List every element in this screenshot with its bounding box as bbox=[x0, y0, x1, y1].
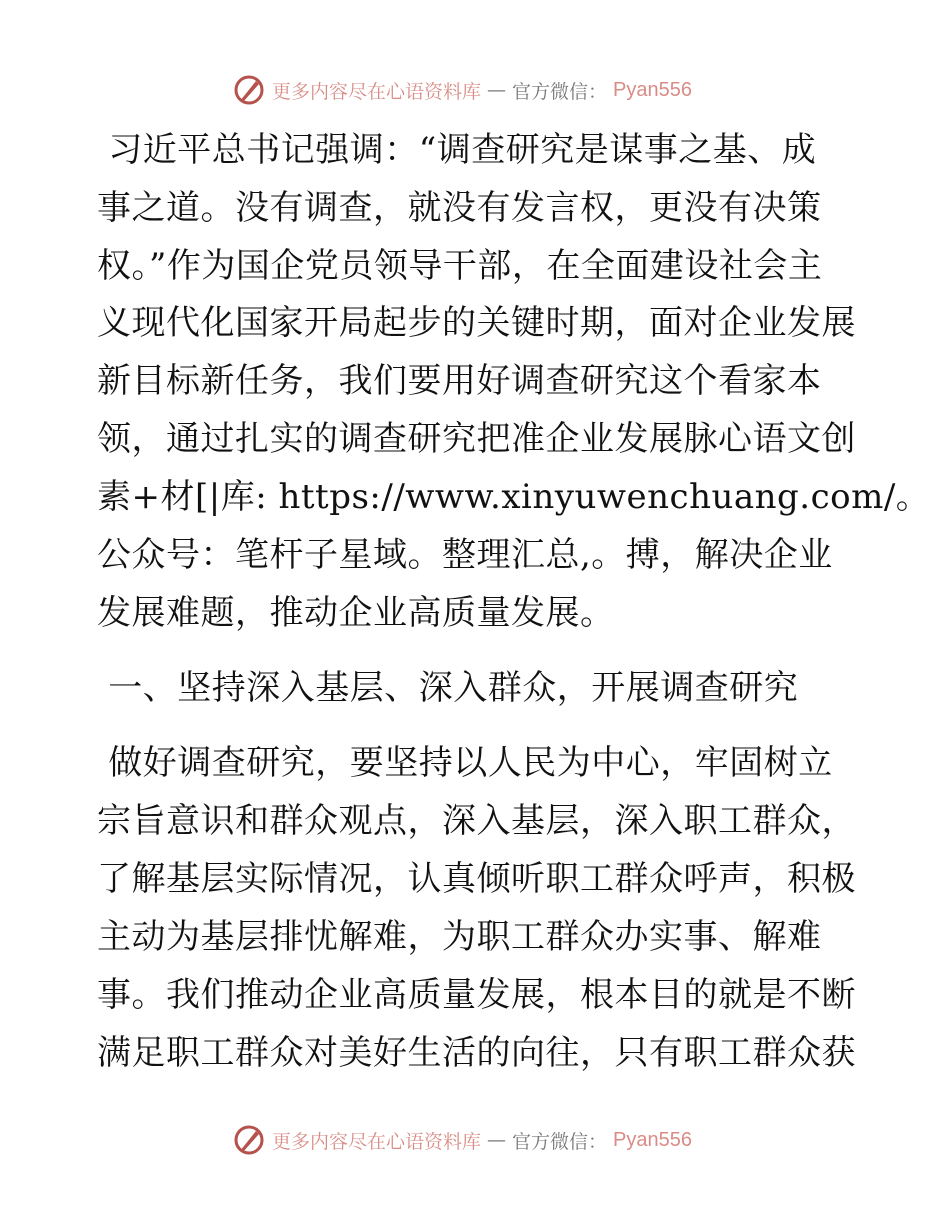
quill-pen-logo-icon bbox=[232, 1123, 266, 1157]
paragraph1-line: 公众号：笔杆子星域。整理汇总,。搏，解决企业 bbox=[97, 535, 833, 575]
paragraph2-line: 宗旨意识和群众观点，深入基层，深入职工群众， bbox=[97, 801, 856, 841]
paragraph1-line: 素+材[|库: https://www.xinyuwenchuang.com/。 bbox=[97, 477, 931, 517]
quill-pen-logo-icon bbox=[232, 73, 266, 107]
header-banner bbox=[232, 70, 692, 110]
paragraph1-line: 领，通过扎实的调查研究把准企业发展脉心语文创 bbox=[97, 419, 856, 459]
wechat-label: 官方微信： bbox=[512, 80, 608, 103]
paragraph2-line: 满足职工群众对美好生活的向往，只有职工群众获 bbox=[97, 1033, 856, 1073]
paragraph1-line: 发展难题，推动企业高质量发展。 bbox=[97, 593, 615, 633]
paragraph2-line: 主动为基层排忧解难，为职工群众办实事、解难 bbox=[97, 917, 822, 957]
paragraph1-line: 义现代化国家开局起步的关键时期，面对企业发展 bbox=[97, 303, 856, 343]
wechat-label: 官方微信： bbox=[512, 1130, 608, 1153]
footer-banner bbox=[232, 1120, 692, 1160]
paragraph1-line: 事之道。没有调查，就没有发言权，更没有决策 bbox=[97, 188, 822, 228]
paragraph1-line: 权。”作为国企党员领导干部，在全面建设社会主 bbox=[97, 246, 823, 286]
paragraph1-line: 新目标新任务，我们要用好调查研究这个看家本 bbox=[97, 361, 822, 401]
paragraph2-line: 了解基层实际情况，认真倾听职工群众呼声，积极 bbox=[97, 859, 856, 899]
section-heading: 一、坚持深入基层、深入群众，开展调查研究 bbox=[97, 668, 799, 708]
wechat-id: Pyan556 bbox=[613, 78, 692, 101]
banner-text: 更多内容尽在心语资料库 bbox=[272, 1130, 482, 1153]
banner-text: 更多内容尽在心语资料库 bbox=[272, 80, 482, 103]
paragraph2-line: 做好调查研究，要坚持以人民为中心，牢固树立 bbox=[97, 743, 833, 783]
banner-dash: — bbox=[487, 1129, 507, 1151]
banner-dash: — bbox=[487, 79, 507, 101]
paragraph2-line: 事。我们推动企业高质量发展，根本目的就是不断 bbox=[97, 975, 856, 1015]
wechat-id: Pyan556 bbox=[613, 1128, 692, 1151]
paragraph1-line: 习近平总书记强调：“调查研究是谋事之基、成 bbox=[97, 130, 817, 170]
